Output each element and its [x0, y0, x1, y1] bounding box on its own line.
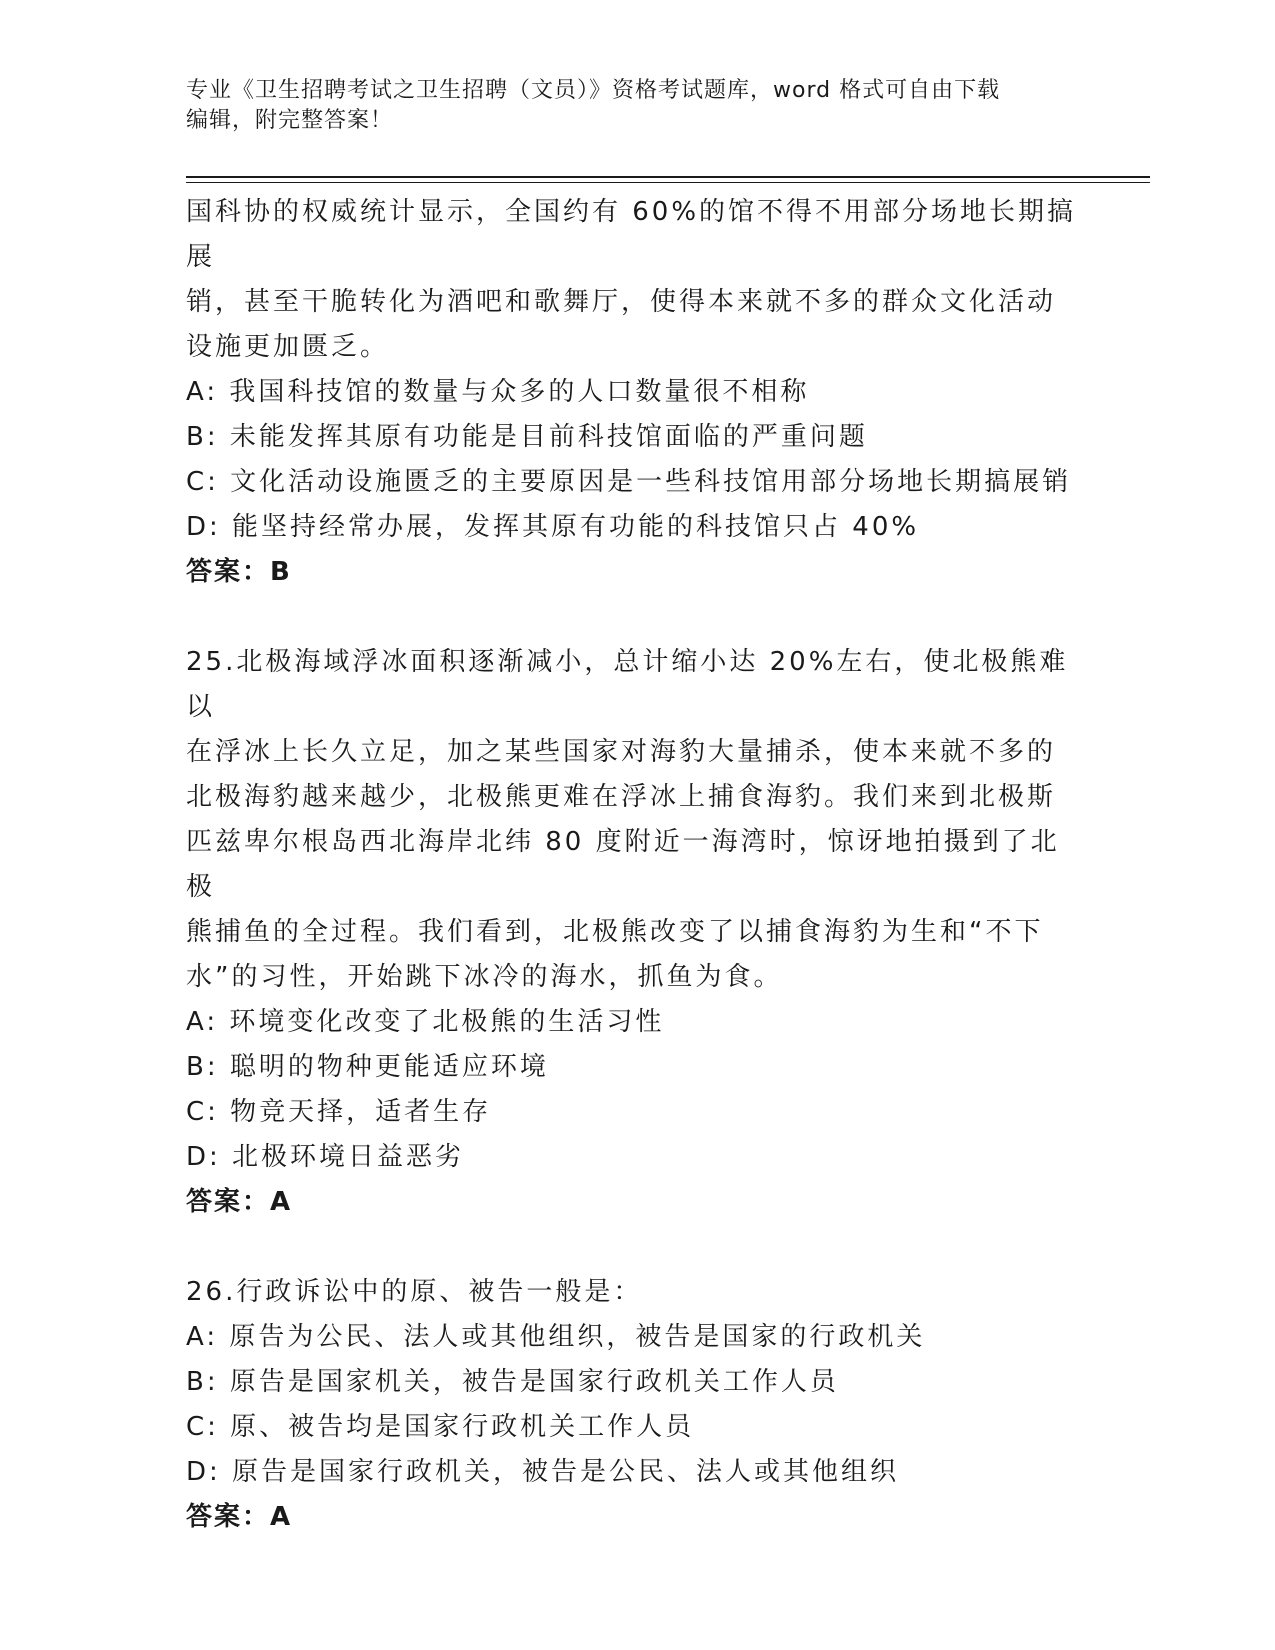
option-a: A: 我国科技馆的数量与众多的人口数量很不相称	[186, 377, 810, 407]
question-24	[186, 190, 1086, 595]
spacer	[186, 595, 1086, 640]
question-stem-line: 水”的习性，开始跳下冰冷的海水，抓鱼为食。	[186, 962, 783, 992]
question-stem-line: 北极海豹越来越少，北极熊更难在浮冰上捕食海豹。我们来到北极斯	[186, 782, 1057, 812]
question-stem-line: 在浮冰上长久立足，加之某些国家对海豹大量捕杀，使本来就不多的	[186, 737, 1057, 767]
option-b: B: 原告是国家机关，被告是国家行政机关工作人员	[186, 1367, 839, 1397]
page-content	[186, 190, 1086, 1540]
question-stem-line: 25.北极海域浮冰面积逐渐减小，总计缩小达 20%左右，使北极熊难以	[186, 647, 1069, 722]
header-divider-thick	[186, 176, 1150, 178]
answer-label: 答案：A	[186, 1187, 293, 1217]
option-b: B: 未能发挥其原有功能是目前科技馆面临的严重问题	[186, 422, 868, 452]
header-divider-thin	[186, 182, 1150, 183]
question-stem-line: 国科协的权威统计显示，全国约有 60%的馆不得不用部分场地长期搞展	[186, 197, 1077, 272]
question-stem-line: 销，甚至干脆转化为酒吧和歌舞厅，使得本来就不多的群众文化活动	[186, 287, 1057, 317]
option-a: A: 环境变化改变了北极熊的生活习性	[186, 1007, 665, 1037]
option-d: D: 北极环境日益恶劣	[186, 1142, 465, 1172]
question-26	[186, 1270, 1086, 1540]
question-stem-line: 26.行政诉讼中的原、被告一般是：	[186, 1277, 643, 1307]
spacer	[186, 1225, 1086, 1270]
question-25	[186, 640, 1086, 1225]
option-a: A: 原告为公民、法人或其他组织，被告是国家的行政机关	[186, 1322, 926, 1352]
answer-label: 答案：A	[186, 1502, 293, 1532]
option-d: D: 能坚持经常办展，发挥其原有功能的科技馆只占 40%	[186, 512, 920, 542]
question-stem-line: 设施更加匮乏。	[186, 332, 390, 362]
option-c: C: 原、被告均是国家行政机关工作人员	[186, 1412, 695, 1442]
option-c: C: 文化活动设施匮乏的主要原因是一些科技馆用部分场地长期搞展销	[186, 467, 1072, 497]
question-stem-line: 熊捕鱼的全过程。我们看到，北极熊改变了以捕食海豹为生和“不下	[186, 917, 1044, 947]
option-d: D: 原告是国家行政机关，被告是公民、法人或其他组织	[186, 1457, 900, 1487]
header-line-2: 编辑，附完整答案！	[186, 108, 394, 133]
question-stem-line: 匹兹卑尔根岛西北海岸北纬 80 度附近一海湾时，惊讶地拍摄到了北极	[186, 827, 1060, 902]
option-b: B: 聪明的物种更能适应环境	[186, 1052, 549, 1082]
header-line-1: 专业《卫生招聘考试之卫生招聘（文员）》资格考试题库，word 格式可自由下载	[186, 78, 1001, 103]
answer-label: 答案：B	[186, 557, 292, 587]
page-header	[186, 76, 1066, 136]
option-c: C: 物竞天择，适者生存	[186, 1097, 492, 1127]
